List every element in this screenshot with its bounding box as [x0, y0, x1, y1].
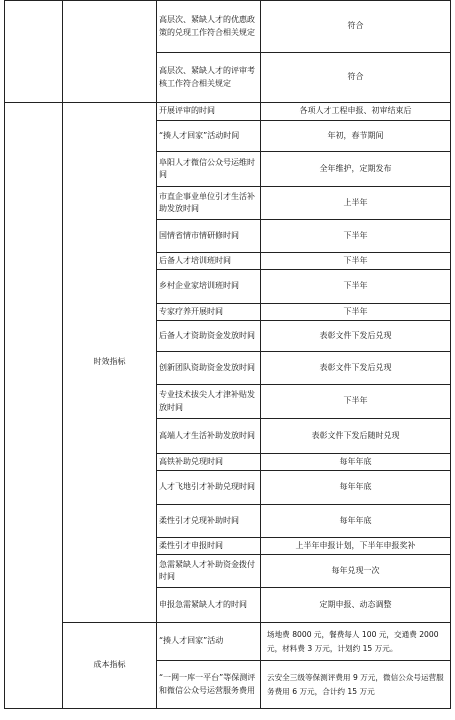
value-cell: 每年年底	[261, 454, 451, 471]
first-level-cell	[5, 103, 63, 709]
value-cell: 符合	[261, 1, 451, 53]
value-cell: 各项人才工程申报、初审结束后	[261, 103, 451, 121]
value-cell: 上半年申报计划，下半年申报奖补	[261, 538, 451, 555]
indicator-cell: 柔性引才兑现补助时间	[157, 505, 261, 538]
indicator-cell: 创新团队资助资金发放时间	[157, 352, 261, 385]
indicator-cell: 国情省情市情研修时间	[157, 220, 261, 253]
indicator-cell: 高端人才生活补助发放时间	[157, 419, 261, 454]
indicator-cell: 专家疗养开展时间	[157, 304, 261, 321]
value-cell: 表彰文件下发后随时兑现	[261, 419, 451, 454]
value-cell: 每年年底	[261, 471, 451, 505]
value-cell: 下半年	[261, 253, 451, 270]
indicator-cell: 后备人才培训班时间	[157, 253, 261, 270]
value-cell: 符合	[261, 53, 451, 103]
indicator-cell: “一网一库一平台”等保测评和微信公众号运营服务费用	[157, 661, 261, 709]
value-cell: 定期申报、动态调整	[261, 588, 451, 623]
indicator-cell: 急需紧缺人才补助资金拨付时间	[157, 555, 261, 588]
indicator-cell: 柔性引才申报时间	[157, 538, 261, 555]
second-level-cell	[63, 1, 157, 103]
category-cell-cost: 成本指标	[63, 623, 157, 709]
indicator-cell: 高层次、紧缺人才的评审考核工作符合相关规定	[157, 53, 261, 103]
table-row	[5, 623, 451, 661]
indicator-cell: 高铁补助兑现时间	[157, 454, 261, 471]
value-cell: 云安全三级等保测评费用 9 万元，微信公众号运营服务费用 6 万元，合计约 15 万元	[261, 661, 451, 709]
table-row	[5, 1, 451, 53]
value-cell: 每年兑现一次	[261, 555, 451, 588]
value-cell: 场地费 8000 元，餐费每人 100 元，交通费 2000 元，材料费 3 万元，计划约 15 万元。	[261, 623, 451, 661]
indicator-cell: “揍人才回家”活动时间	[157, 121, 261, 152]
value-cell: 表彰文件下发后兑现	[261, 352, 451, 385]
value-cell: 上半年	[261, 187, 451, 220]
value-cell: 全年维护，定期发布	[261, 152, 451, 187]
indicator-cell: 阜阳人才微信公众号运维时间	[157, 152, 261, 187]
value-cell: 下半年	[261, 385, 451, 419]
indicator-cell: 市直企事业单位引才生活补助发放时间	[157, 187, 261, 220]
indicator-cell: 开展评审的时间	[157, 103, 261, 121]
value-cell: 表彰文件下发后兑现	[261, 321, 451, 352]
indicator-cell: 高层次、紧缺人才的优惠政策的兑现工作符合相关规定	[157, 1, 261, 53]
value-cell: 年初，春节期间	[261, 121, 451, 152]
value-cell: 下半年	[261, 270, 451, 304]
indicator-cell: “揍人才回家”活动	[157, 623, 261, 661]
value-cell: 下半年	[261, 304, 451, 321]
category-cell-timeliness: 时效指标	[63, 103, 157, 623]
value-cell: 下半年	[261, 220, 451, 253]
indicator-cell: 申报急需紧缺人才的时间	[157, 588, 261, 623]
indicator-cell: 后备人才资助资金发放时间	[157, 321, 261, 352]
indicator-cell: 专业技术拔尖人才津补贴发放时间	[157, 385, 261, 419]
first-level-cell	[5, 1, 63, 103]
performance-indicator-table	[4, 0, 451, 709]
indicator-cell: 人才飞地引才补助兑现时间	[157, 471, 261, 505]
table-row	[5, 103, 451, 121]
indicator-cell: 乡村企业家培训班时间	[157, 270, 261, 304]
value-cell: 每年年底	[261, 505, 451, 538]
